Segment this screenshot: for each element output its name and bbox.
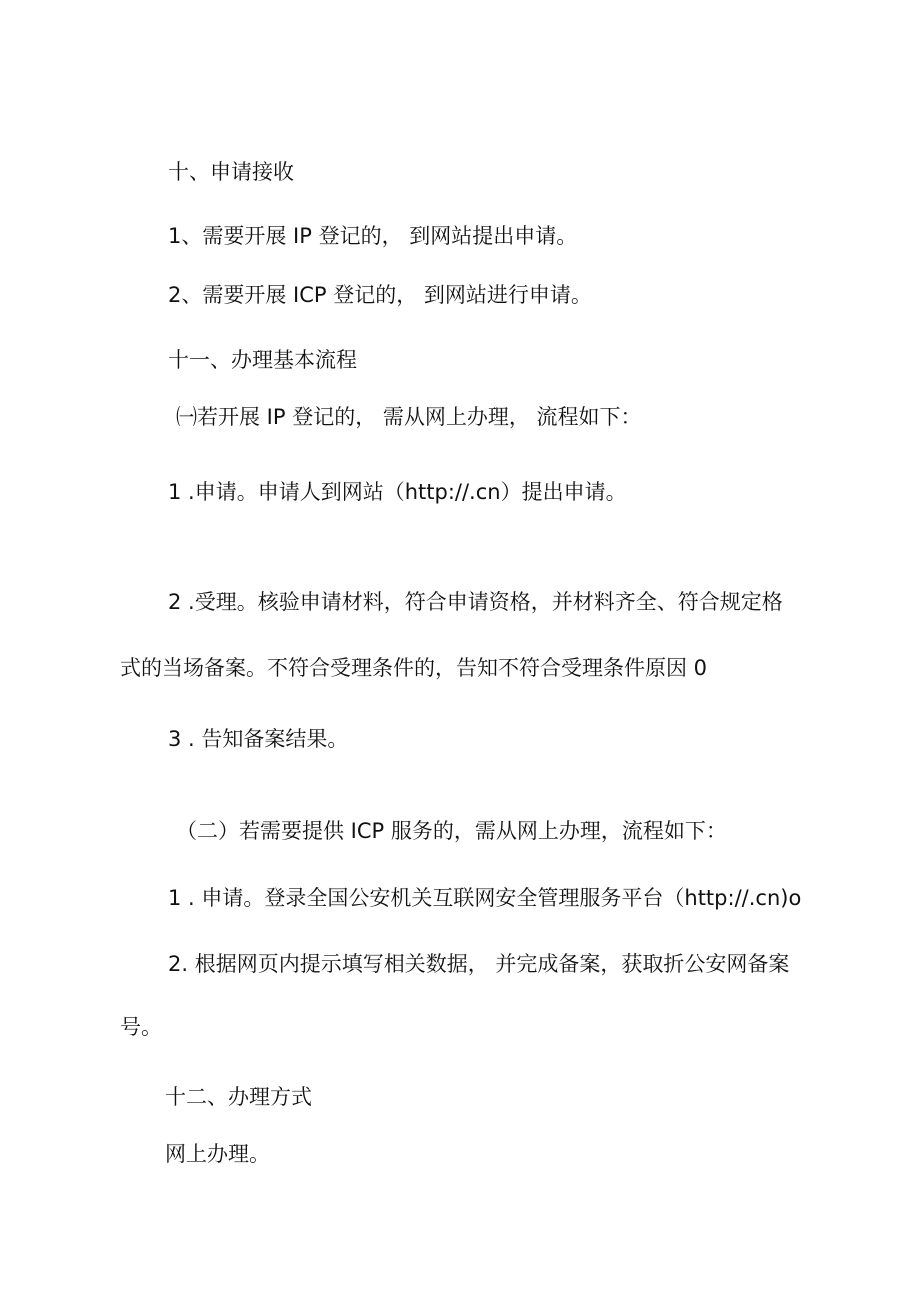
paragraph-10-1: 1、需要开展 IP 登记的， 到网站提出申请。 — [168, 224, 578, 248]
paragraph-11-1-step-2-line-2: 式的当场备案。不符合受理条件的，告知不符合受理条件原因 0 — [120, 656, 708, 680]
paragraph-11-1-step-2-line-1: 2 .受理。核验申请材料，符合申请资格，并材料齐全、符合规定格 — [168, 590, 783, 614]
paragraph-12-1: 网上办理。 — [165, 1142, 270, 1166]
paragraph-11-1-step-1: 1 .申请。申请人到网站（http://.cn）提出申请。 — [168, 480, 627, 504]
section-heading-11: 十一、办理基本流程 — [168, 348, 357, 372]
subsection-heading-11-2: （二）若需要提供 ICP 服务的，需从网上办理，流程如下： — [176, 819, 727, 843]
section-heading-10: 十、申请接收 — [168, 160, 294, 184]
subsection-heading-11-1: ㈠若开展 IP 登记的， 需从网上办理， 流程如下： — [176, 405, 642, 429]
paragraph-11-2-step-2-line-1: 2. 根据网页内提示填写相关数据， 并完成备案，获取折公安网备案 — [168, 952, 790, 976]
paragraph-10-2: 2、需要开展 ICP 登记的， 到网站进行申请。 — [168, 283, 592, 307]
paragraph-11-2-step-2-line-2: 号。 — [120, 1015, 162, 1039]
section-heading-12: 十二、办理方式 — [165, 1085, 312, 1109]
paragraph-11-1-step-3: 3 . 告知备案结果。 — [168, 727, 349, 751]
paragraph-11-2-step-1: 1 . 申请。登录全国公安机关互联网安全管理服务平台（http://.cn)o — [168, 886, 802, 910]
